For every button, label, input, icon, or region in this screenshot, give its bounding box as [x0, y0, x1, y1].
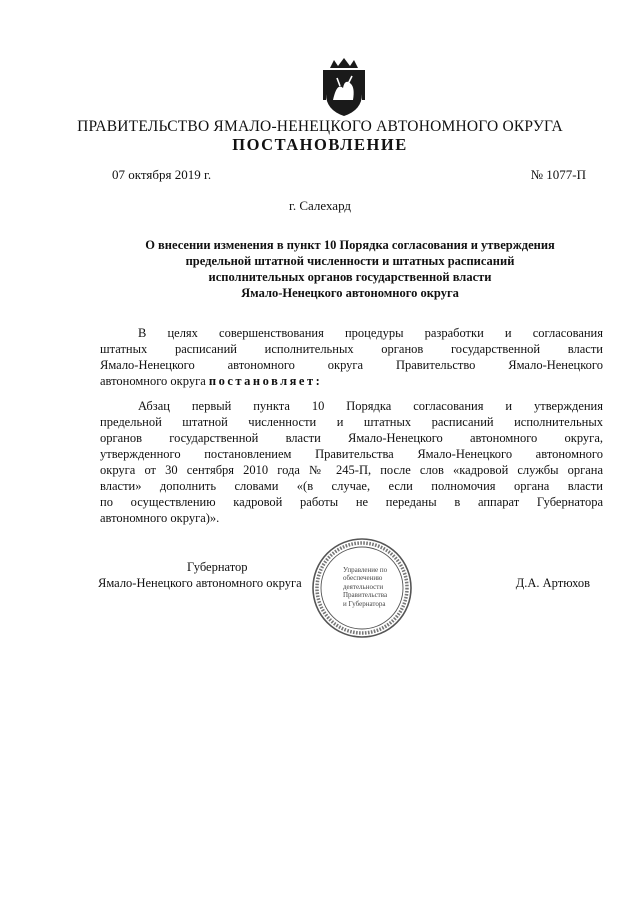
paragraph-line: Ямало-Ненецкого автономного округа Правительство Ямало-Ненецкого: [100, 358, 603, 372]
subject-line: О внесении изменения в пункт 10 Порядка согласования и утверждения: [145, 238, 555, 252]
paragraph-line: автономного округа)».: [100, 511, 220, 525]
paragraph-line: по осуществлению кадровой работы не переданы в аппарат Губернатора: [100, 495, 603, 509]
stamp-line: и Губернатора: [343, 599, 386, 608]
subject-line: предельной штатной численности и штатных расписаний: [185, 254, 515, 268]
paragraph-line: штатных расписаний исполнительных органов государственной власти: [100, 342, 603, 356]
paragraph-line: власти» дополнить словами «(в случае, если полномочия органа власти: [100, 479, 603, 493]
document-number: № 1077-П: [530, 167, 586, 182]
subject-line: исполнительных органов государственной власти: [208, 270, 492, 284]
document-date: 07 октября 2019 г.: [112, 167, 212, 182]
stamp-line: обеспечению: [343, 574, 383, 583]
paragraph-line: В целях совершенствования процедуры разработки и согласования: [138, 326, 603, 340]
document-city: г. Салехард: [288, 198, 352, 213]
coat-of-arms-icon: [318, 56, 370, 118]
paragraph-line: [100, 373, 603, 389]
resolves-word: постановляет:: [208, 374, 323, 388]
signatory-title: Губернатор: [187, 560, 248, 574]
stamp-text: [343, 566, 387, 608]
paragraph-line: утвержденного постановлением Правительства Ямало-Ненецкого автономного: [100, 447, 603, 461]
paragraph-line: предельной штатной численности и штатных расписаний исполнительных: [100, 415, 603, 429]
paragraph-line: органов государственной власти Ямало-Ненецкого автономного округа,: [100, 431, 603, 445]
document-subject: [100, 237, 600, 301]
government-title: ПРАВИТЕЛЬСТВО ЯМАЛО-НЕНЕЦКОГО АВТОНОМНОГО ОКРУГА: [77, 118, 563, 135]
paragraph-line-prefix: автономного округа: [100, 374, 206, 388]
document-type: ПОСТАНОВЛЕНИЕ: [232, 135, 408, 154]
paragraph-line: Абзац первый пункта 10 Порядка согласования и утверждения: [138, 399, 603, 413]
stamp-line: Управление по: [343, 566, 388, 574]
stamp-line: Правительства: [343, 591, 388, 600]
paragraph-line: округа от 30 сентября 2010 года № 245-П, после слов «кадровой службы органа: [100, 463, 603, 477]
preamble-paragraph: [100, 325, 603, 389]
signatory-organization: Ямало-Ненецкого автономного округа: [98, 576, 302, 590]
stamp-line: деятельности: [343, 582, 384, 591]
signatory-name: Д.А. Артюхов: [515, 576, 590, 590]
subject-line: Ямало-Ненецкого автономного округа: [241, 286, 459, 300]
resolution-paragraph: [100, 398, 603, 526]
